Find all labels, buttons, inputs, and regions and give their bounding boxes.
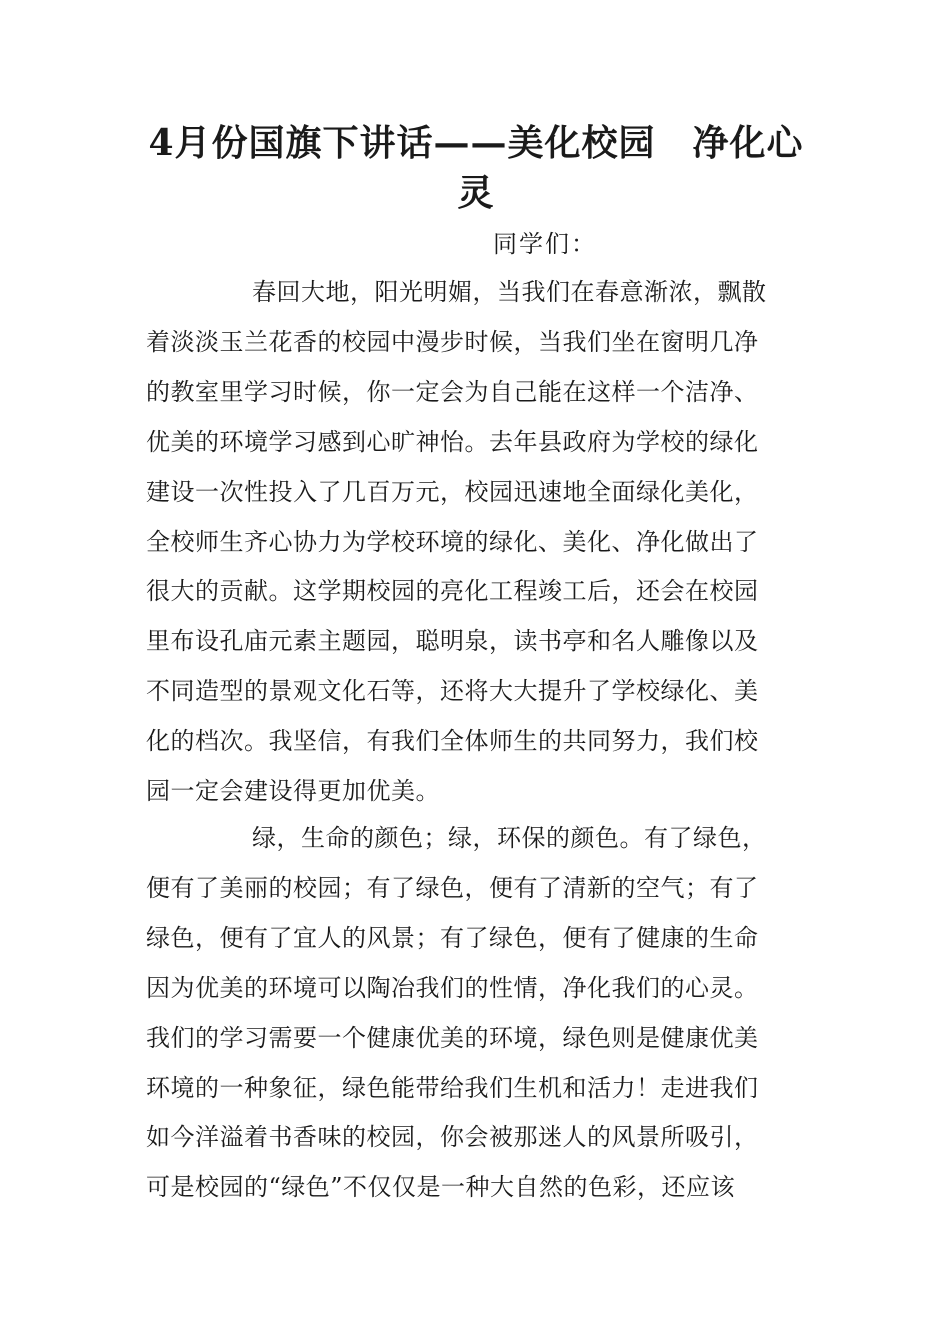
paragraph-line: 园一定会建设得更加优美。 xyxy=(146,777,440,806)
paragraph-line: 绿，生命的颜色；绿，环保的颜色。有了绿色， xyxy=(252,824,767,852)
greeting: 同学们： xyxy=(493,230,597,258)
paragraph-line: 全校师生齐心协力为学校环境的绿化、美化、净化做出了 xyxy=(146,527,759,556)
paragraph-line: 因为优美的环境可以陶冶我们的性情，净化我们的心灵。 xyxy=(146,973,759,1002)
paragraph-line: 不同造型的景观文化石等，还将大大提升了学校绿化、美 xyxy=(146,677,759,706)
paragraph-line: 化的档次。我坚信，有我们全体师生的共同努力，我们校 xyxy=(146,727,759,756)
title-line: 4月份国旗下讲话——美化校园 净化心 xyxy=(148,122,804,164)
paragraph-line: 春回大地，阳光明媚，当我们在春意渐浓，飘散 xyxy=(252,278,767,306)
paragraph-line: 优美的环境学习感到心旷神怡。去年县政府为学校的绿化 xyxy=(146,427,759,456)
document-title xyxy=(146,118,806,218)
paragraph-line: 如今洋溢着书香味的校园，你会被那迷人的风景所吸引， xyxy=(146,1123,759,1152)
paragraph-line: 建设一次性投入了几百万元，校园迅速地全面绿化美化， xyxy=(146,477,759,506)
paragraph-line: 环境的一种象征，绿色能带给我们生机和活力！走进我们 xyxy=(146,1073,759,1102)
paragraph-line: 绿色，便有了宜人的风景；有了绿色，便有了健康的生命 xyxy=(146,923,759,952)
paragraph xyxy=(146,268,816,817)
paragraph xyxy=(146,814,816,1213)
paragraph-line: 我们的学习需要一个健康优美的环境，绿色则是健康优美 xyxy=(146,1023,759,1052)
paragraph-line: 的教室里学习时候，你一定会为自己能在这样一个洁净、 xyxy=(146,377,759,406)
paragraph-line: 着淡淡玉兰花香的校园中漫步时候，当我们坐在窗明几净 xyxy=(146,327,759,356)
title-line: 灵 xyxy=(457,172,495,214)
paragraph-line: 很大的贡献。这学期校园的亮化工程竣工后，还会在校园 xyxy=(146,577,759,606)
paragraph-line: 可是校园的“绿色”不仅仅是一种大自然的色彩，还应该 xyxy=(146,1173,736,1202)
paragraph-line: 里布设孔庙元素主题园，聪明泉，读书亭和名人雕像以及 xyxy=(146,627,759,656)
paragraph-line: 便有了美丽的校园；有了绿色，便有了清新的空气；有了 xyxy=(146,873,759,902)
